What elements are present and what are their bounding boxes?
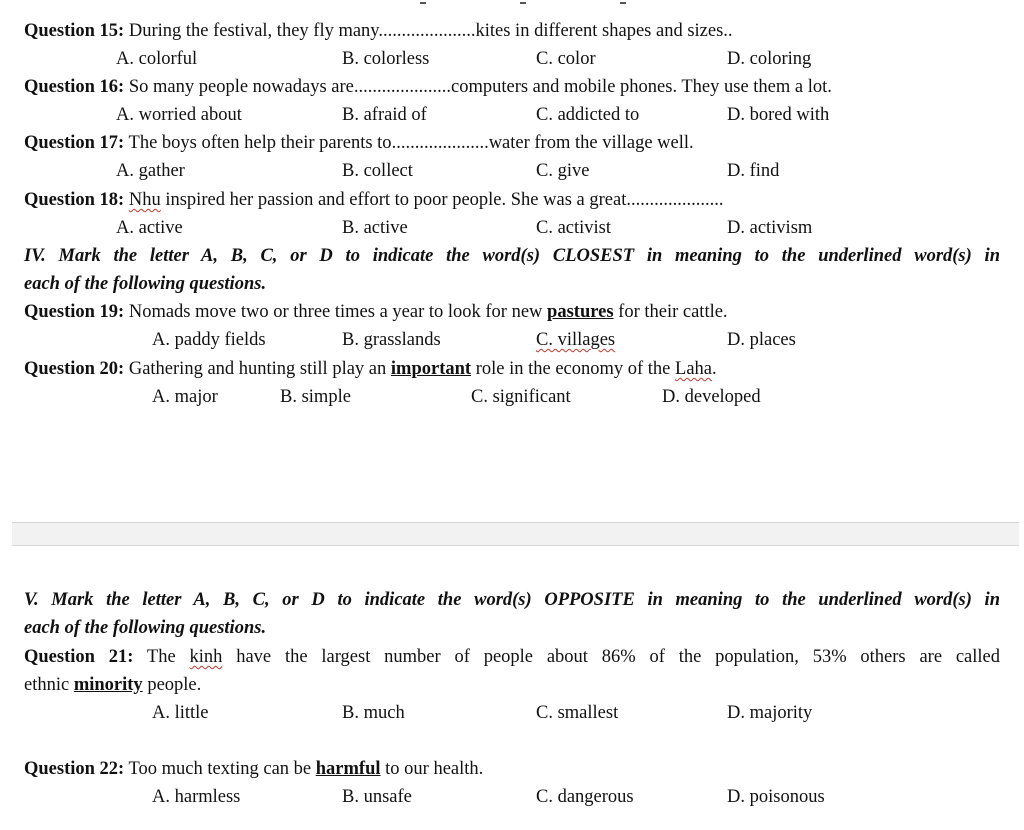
question-22 [24,757,1000,781]
question-label: Question 18: [24,190,125,210]
top-mark [620,2,626,4]
option-b: B. simple [280,387,351,407]
question-text: The [146,647,176,667]
blank: ..................... [378,21,476,41]
question-text: So many people nowadays are [128,77,354,97]
question-label: Question 22: [24,759,125,779]
option-a: A. active [116,218,183,238]
question-text: computers and mobile phones. They use them a lot. [451,77,832,97]
option-a: A. major [152,387,218,407]
option-d: D. majority [727,703,813,723]
option-d: D. places [727,330,796,350]
option-c: C. smallest [536,703,619,723]
underlined-word: harmful [315,759,381,779]
instruction-text: IV. Mark the letter A, B, C, or D to indicate the word(s) CLOSEST in meaning to the underlined word(s) in [24,246,1000,266]
option-a: A. worried about [116,105,242,125]
underlined-word: pastures [547,302,614,322]
underlined-word: important [390,359,472,379]
top-mark [520,2,526,4]
top-mark [420,2,426,4]
instruction-text: each of the following questions. [24,618,267,638]
section-v-instruction-line2 [24,616,1000,640]
option-c [536,328,615,352]
option-c: C. color [536,49,596,69]
blank: ..................... [353,77,451,97]
option-a: A. harmless [152,787,241,807]
option-c: C. significant [471,387,571,407]
question-19 [24,300,1000,324]
question-text: Too much texting can be [128,759,312,779]
question-text: water from the village well. [488,133,694,153]
proper-name: Nhu [128,190,161,210]
option-a: A. little [152,703,209,723]
option-a: A. paddy fields [152,330,266,350]
question-text: . [712,359,717,379]
blank: ..................... [626,190,724,210]
question-17 [24,131,1000,155]
question-label: Question 20: [24,359,125,379]
question-label: Question 15: [24,21,125,41]
option-d: D. coloring [727,49,812,69]
option-c-text: C. villages [536,330,616,350]
page-break-separator [12,522,1019,546]
option-c: C. activist [536,218,612,238]
option-c: C. addicted to [536,105,640,125]
section-v-instruction-line1 [24,588,1000,612]
question-text: ethnic [24,675,70,695]
option-d: D. poisonous [727,787,825,807]
question-21-line2 [24,673,1000,697]
option-b: B. colorless [342,49,430,69]
option-a: A. colorful [116,49,198,69]
question-label: Question 19: [24,302,125,322]
question-text: kites in different shapes and sizes.. [475,21,733,41]
question-label: Question 16: [24,77,125,97]
option-b: B. much [342,703,405,723]
question-text: have the largest number of people about 86% of the population, 53% others are called [236,647,1001,667]
question-text: to our health. [385,759,484,779]
question-label: Question 21: [24,647,134,667]
option-b: B. active [342,218,408,238]
question-label: Question 17: [24,133,125,153]
instruction-text: V. Mark the letter A, B, C, or D to indicate the word(s) OPPOSITE in meaning to the underlined word(s) in [24,590,1000,610]
section-iv-instruction-line1 [24,244,1000,268]
proper-name: Laha [675,359,712,379]
question-text: Nomads move two or three times a year to look for new [128,302,543,322]
option-b: B. grasslands [342,330,441,350]
question-18 [24,188,1000,212]
instruction-text: each of the following questions. [24,274,267,294]
option-c: C. dangerous [536,787,634,807]
underlined-word: minority [73,675,143,695]
proper-name: kinh [189,647,223,667]
option-b: B. unsafe [342,787,412,807]
option-d: D. bored with [727,105,830,125]
question-text: Gathering and hunting still play an [128,359,387,379]
question-text: The boys often help their parents to [128,133,392,153]
question-text: role in the economy of the [475,359,671,379]
question-21 [24,645,1000,669]
blank: ..................... [391,133,489,153]
question-text: people. [147,675,202,695]
option-c: C. give [536,161,590,181]
section-iv-instruction-line2 [24,272,1000,296]
question-text: inspired her passion and effort to poor people. She was a great [165,190,627,210]
question-text: for their cattle. [618,302,728,322]
option-b: B. afraid of [342,105,427,125]
option-b: B. collect [342,161,413,181]
page-top-marks [0,0,1024,8]
question-15 [24,19,1000,43]
question-20 [24,357,1000,381]
question-16 [24,75,1000,99]
option-a: A. gather [116,161,185,181]
question-text: During the festival, they fly many [128,21,379,41]
option-d: D. find [727,161,780,181]
option-d: D. developed [662,387,761,407]
option-d: D. activism [727,218,813,238]
